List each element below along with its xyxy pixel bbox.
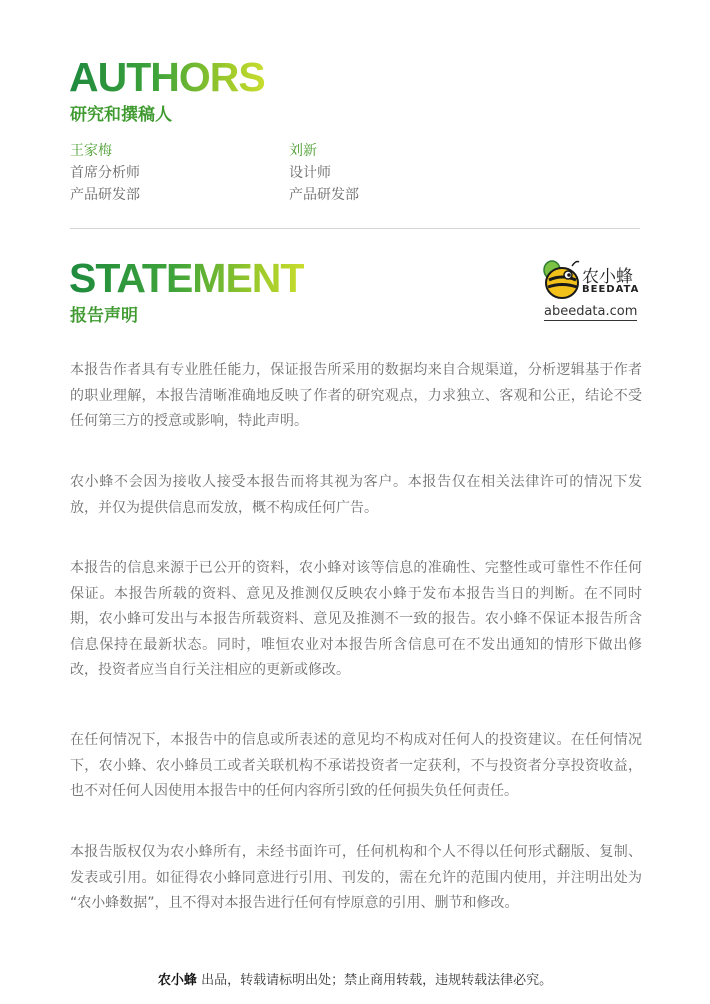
statement-paragraph: 农小蜂不会因为接收人接受本报告而将其视为客户。本报告仅在相关法律许可的情况下发放，并仅为提供信息而发放，概不构成任何广告。 [70, 474, 642, 516]
logo-name-cn: 农小蜂 [582, 267, 633, 287]
author-role: 首席分析师 [70, 165, 140, 181]
authors-subheading: 研究和撰稿人 [70, 105, 172, 125]
author-role: 设计师 [289, 165, 331, 181]
statement-paragraph: 本报告的信息来源于已公开的资料，农小蜂对该等信息的准确性、完整性或可靠性不作任何保证。本报告所载的资料、意见及推测仅反映农小蜂于发布本报告当日的判断。在不同时期，农小蜂可发出与本报告所载资料、意见及推测不一致的报告。农小蜂不保证本报告所含信息保持在最新状态。同时，唯恒农业对本报告所含信息可在不发出通知的情形下做出修改，投资者应当自行关注相应的更新或修改。 [70, 560, 642, 678]
author-card-1 [70, 140, 140, 206]
beedata-logo [540, 258, 640, 320]
statement-subheading: 报告声明 [70, 306, 138, 326]
section-divider [70, 228, 640, 229]
statement-paragraph: 本报告作者具有专业胜任能力，保证报告所采用的数据均来自合规渠道，分析逻辑基于作者的职业理解，本报告清晰准确地反映了作者的研究观点，力求独立、客观和公正，结论不受任何第三方的授意或影响，特此声明。 [70, 362, 642, 429]
footer-brand: 农小蜂 [157, 973, 197, 988]
logo-url-link[interactable]: abeedata.com [544, 304, 638, 319]
authors-heading: AUTHORS [69, 54, 265, 100]
page-footer [0, 969, 710, 988]
author-dept: 产品研发部 [289, 187, 359, 203]
footer-text: 出品，转载请标明出处；禁止商用转载，违规转载法律必究。 [201, 973, 553, 988]
statement-paragraph: 在任何情况下，本报告中的信息或所表述的意见均不构成对任何人的投资建议。在任何情况下，农小蜂、农小蜂员工或者关联机构不承诺投资者一定获利，不与投资者分享投资收益，也不对任何人因使用本报告中的任何内容所引致的任何损失负任何责任。 [70, 732, 642, 799]
statement-paragraph: 本报告版权仅为农小蜂所有，未经书面许可，任何机构和个人不得以任何形式翻版、复制、发表或引用。如征得农小蜂同意进行引用、刊发的，需在允许的范围内使用，并注明出处为 “农小蜂数据”，且不得对本报告进行任何有悖原意的引用、删节和修改。 [70, 844, 642, 911]
author-card-2 [289, 140, 359, 206]
author-name: 王家梅 [70, 143, 112, 159]
author-dept: 产品研发部 [70, 187, 140, 203]
author-name: 刘新 [289, 143, 317, 159]
statement-heading: STATEMENT [69, 255, 305, 301]
logo-name-en: BEEDATA [582, 284, 640, 295]
bee-icon [542, 258, 582, 300]
